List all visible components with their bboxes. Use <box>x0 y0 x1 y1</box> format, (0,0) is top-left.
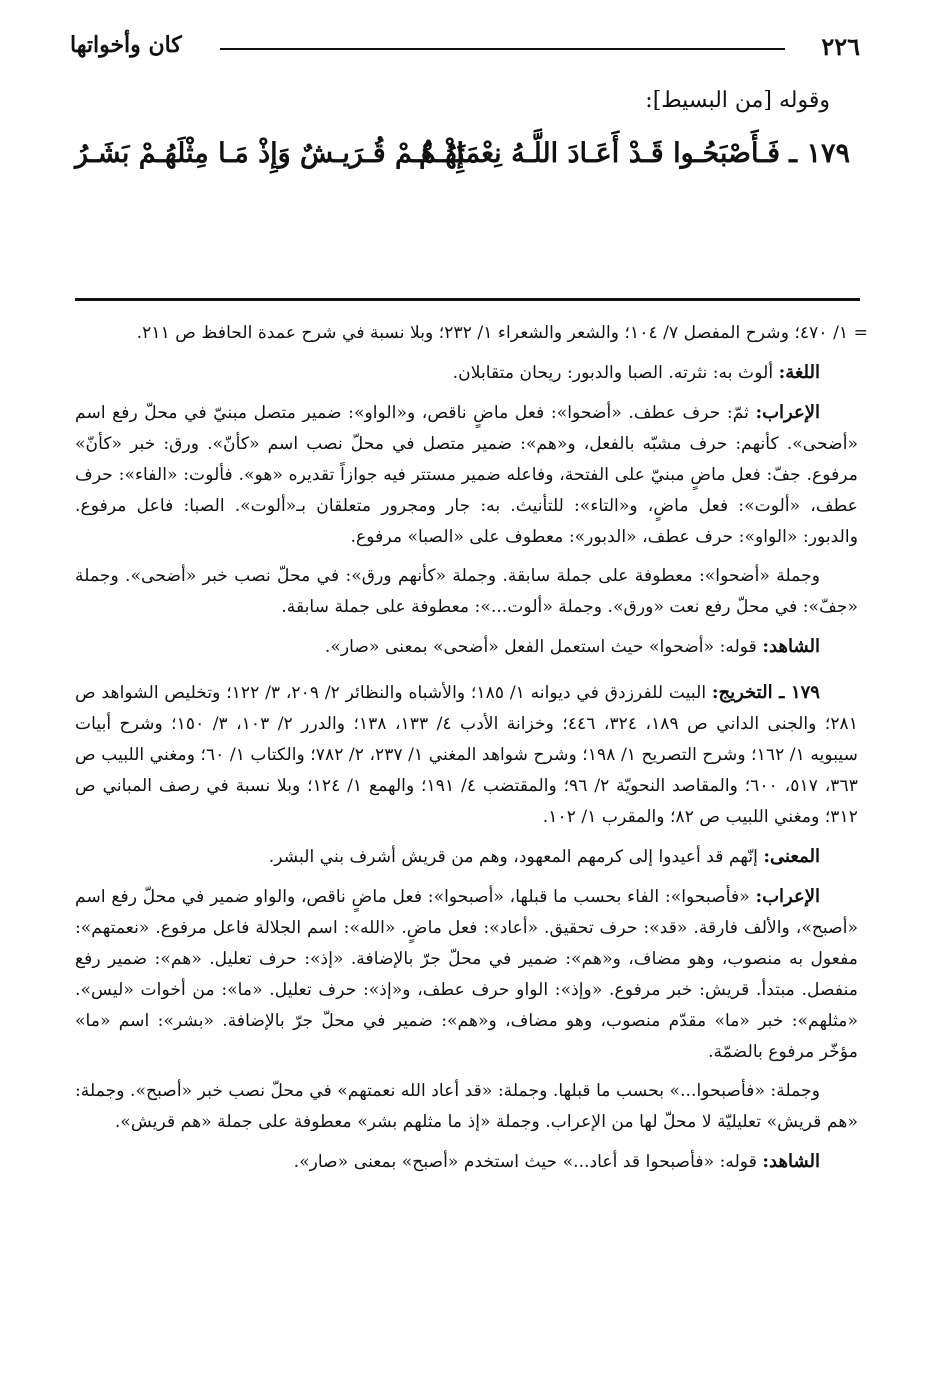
takhrij-text: البيت للفرزدق في ديوانه ١/ ١٨٥؛ والأشباه والنظائر ٢/ ٢٠٩، ٣/ ١٢٢؛ وتخليص الشواهد ص ٢٨١؛ والجنى الداني ص ١٨٩، ٣٢٤، ٤٤٦؛ وخزانة الأدب ٤/ ١٣٣، ١٣٨؛ والدرر ٢/ ١٠٣، ٣/ ١٥٠؛ وشرح أبيات سيبويه ١/ ١٦٢؛ وشرح التصريح ١/ ١٩٨؛ وشرح شواهد المغني ١/ ٢٣٧، ٢/ ٧٨٢؛ والكتاب ١/ ٦٠؛ ومغني اللبيب ص ٣٦٣، ٥١٧، ٦٠٠؛ والمقاصد النحويّة ٢/ ٩٦؛ والمقتضب ٤/ ١٩١؛ والهمع ١/ ١٢٤؛ وبلا نسبة في رصف المباني ص ٣١٢؛ ومغني اللبيب ص ٨٢؛ والمقرب ١/ ١٠٢. <box>75 683 859 827</box>
irab-term-1: الإعراب: <box>755 402 820 423</box>
jumal-paragraph-2: وجملة: «فأصبحوا...» بحسب ما قبلها. وجملة: «قد أعاد الله نعمتهم» في محلّ نصب خبر «أصبح». وجملة: «هم قريش» تعليليّة لا محلّ لها من الإعراب. وجملة «إذ ما مثلهم بشر» معطوفة على جملة «هم قريش». <box>75 1081 858 1132</box>
verse-intro: وقوله [من البسيط]: <box>645 88 830 113</box>
shahid-paragraph-1 <box>75 631 858 663</box>
takhrij-paragraph <box>75 677 858 833</box>
mana-paragraph <box>75 841 858 873</box>
jumal-paragraph-1: وجملة «أضحوا»: معطوفة على جملة سابقة. وجملة «كأنهم ورق»: في محلّ نصب خبر «أضحى». وجملة «جفّ»: في محلّ رفع نعت «ورق». وجملة «ألوت...»: معطوفة على جملة سابقة. <box>75 566 858 617</box>
takhrij-term: ١٧٩ ـ التخريج: <box>711 682 820 703</box>
mana-text: إنّهم قد أعيدوا إلى كرمهم المعهود، وهم من قريش أشرف بني البشر. <box>268 847 764 867</box>
irab-term-2: الإعراب: <box>755 886 820 907</box>
footnotes <box>75 318 868 1178</box>
shahid-text-1: قوله: «أضحوا» حيث استعمل الفعل «أضحى» بمعنى «صار». <box>324 637 763 657</box>
running-title: كان وأخواتها <box>70 32 182 58</box>
lugha-paragraph <box>75 357 858 389</box>
verse-number: ١٧٩ ـ <box>789 138 850 169</box>
shahid-text-2: قوله: «فأصبحوا قد أعاد...» حيث استخدم «أصبح» بمعنى «صار». <box>293 1152 763 1172</box>
footnote-separator <box>75 298 860 301</box>
irab-text-2: «فأصبحوا»: الفاء بحسب ما قبلها، «أصبحوا»: فعل ماضٍ ناقص، والواو ضمير في محلّ رفع اسم «أصبح»، والألف فارقة. «قد»: حرف تحقيق. «أعاد»: فعل ماضٍ. «الله»: اسم الجلالة فاعل مرفوع. «نعمتهم»: مفعول به منصوب، وهو مضاف، و«هم»: ضمير في محلّ جرّ بالإضافة. «إذ»: حرف تعليل. «هم»: ضمير رفع منفصل. مبتدأ. قريش: خبر مرفوع. «وإذ»: الواو حرف عطف، و«إذ»: حرف تعليل. «ما»: من أخوات «ليس». «مثلهم»: خبر «ما» مقدّم منصوب، وهو مضاف، و«هم»: ضمير في محلّ جرّ بالإضافة. «بشر»: اسم «ما» مؤخّر مرفوع بالضمّة. <box>75 887 858 1062</box>
verse-second-hemistich: إِذْ هُـمْ قُـرَيـشٌ وَإِذْ مَـا مِثْلَهُـمْ بَشَـرُ <box>75 138 465 169</box>
irab-paragraph-1 <box>75 397 858 553</box>
lugha-text: ألوث به: نثرته. الصبا والدبور: ريحان متقابلان. <box>452 363 779 383</box>
irab-text-1: ثمّ: حرف عطف. «أضحوا»: فعل ماضٍ ناقص، و«الواو»: ضمير متصل مبنيّ في محلّ رفع اسم «أضحى». كأنهم: حرف مشبّه بالفعل، و«هم»: ضمير متصل في محلّ نصب اسم «كأنّ». ورق: خبر «كأنّ» مرفوع. جفّ: فعل ماضٍ مبنيّ على الفتحة، وفاعله ضمير مستتر فيه جوازاً تقديره «هو». فألوت: «الفاء»: حرف عطف، «ألوت»: فعل ماضٍ، و«التاء»: للتأنيث. به: جار ومجرور متعلقان بـ«ألوت». الصبا: فاعل مرفوع. والدبور: «الواو»: حرف عطف، «الدبور»: معطوف على «الصبا» مرفوع. <box>75 403 858 547</box>
verse-line <box>75 138 850 184</box>
mana-term: المعنى: <box>763 846 820 867</box>
shahid-term-1: الشاهد: <box>762 636 820 657</box>
running-header <box>70 30 860 64</box>
irab-paragraph-2 <box>75 881 858 1068</box>
shahid-term-2: الشاهد: <box>762 1151 820 1172</box>
header-rule <box>220 48 785 50</box>
footnote-continuation: = ١/ ٤٧٠؛ وشرح المفصل ٧/ ١٠٤؛ والشعر والشعراء ١/ ٢٣٢؛ وبلا نسبة في شرح عمدة الحافظ ص ٢١١. <box>136 323 868 343</box>
page-number: ٢٢٦ <box>821 32 860 61</box>
lugha-term: اللغة: <box>778 362 820 383</box>
shahid-paragraph-2 <box>75 1146 858 1178</box>
verse-first-hemistich: فَـأَصْبَحُـوا قَـدْ أَعَـادَ اللَّـهُ نِعْمَتَهُـمْ <box>419 138 780 169</box>
